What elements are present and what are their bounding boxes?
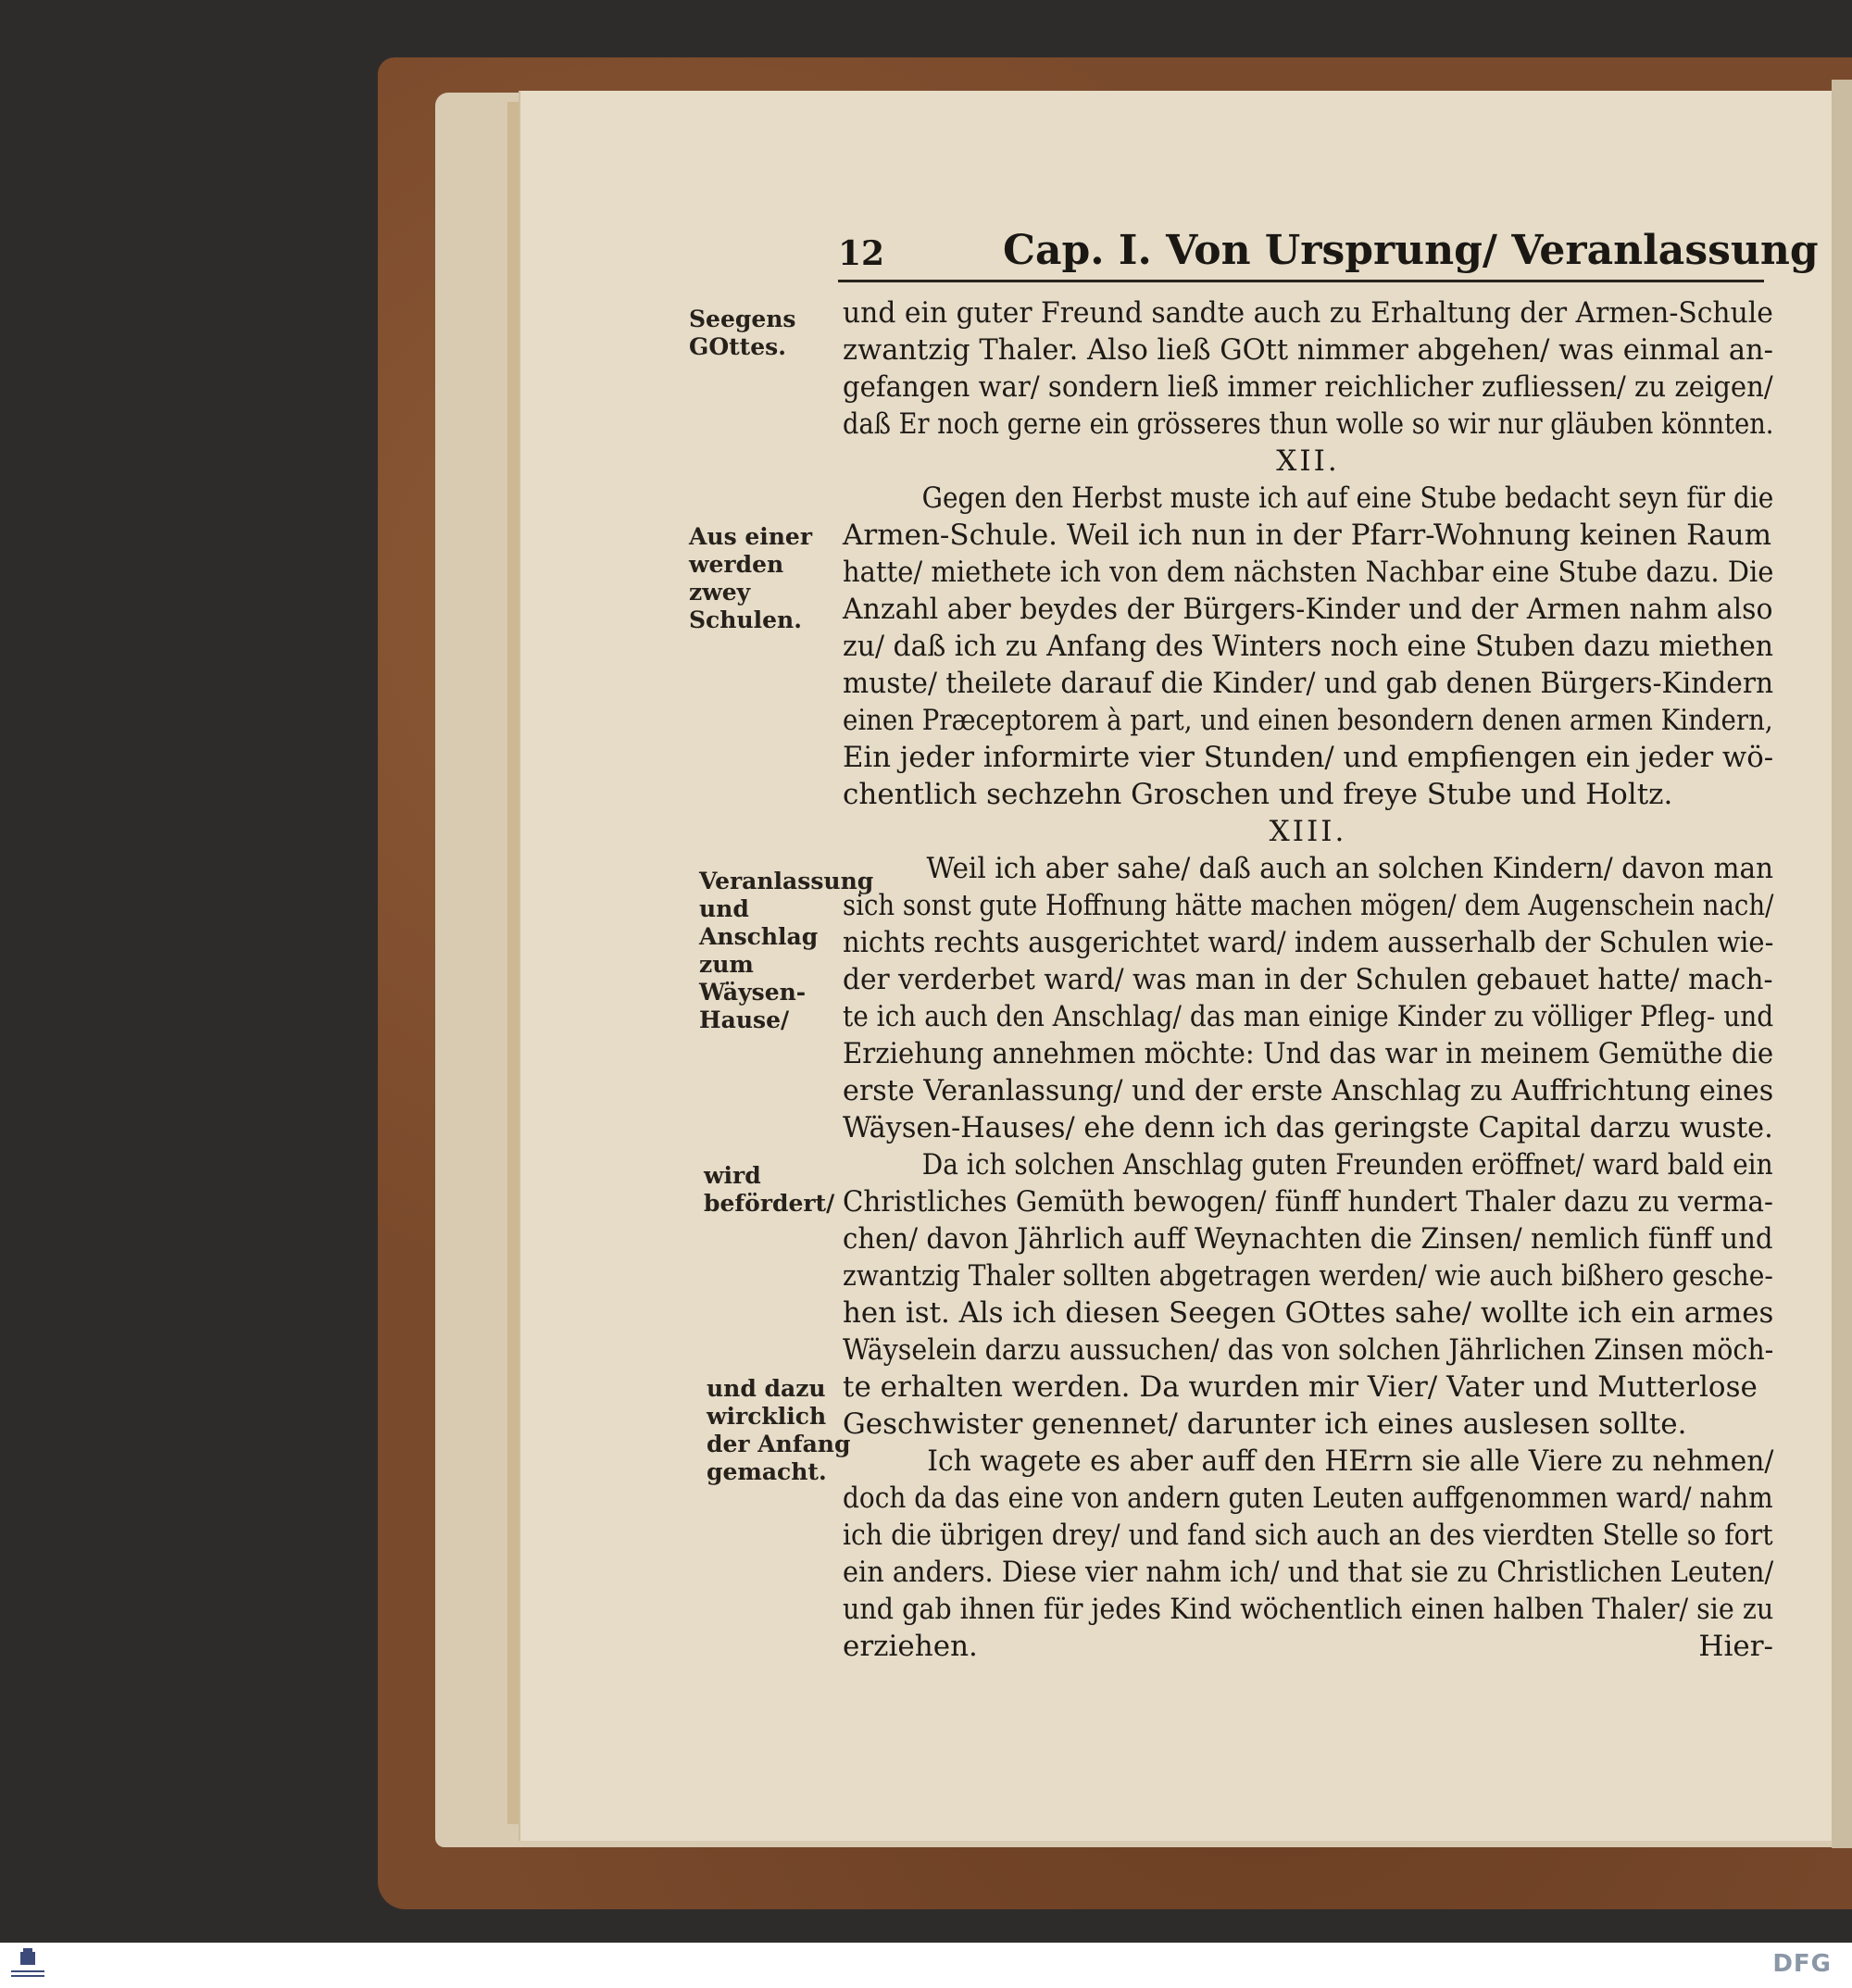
text-line: chentlich sechzehn Groschen und freye Stube und Holtz. [843,778,1673,811]
marginal-note: wird befördert/ [704,1162,835,1217]
text-line: doch da das eine von andern guten Leuten auffgenommen ward/ nahm [843,1482,1773,1515]
text-line: Erziehung annehmen möchte: Und das war in meinem Gemüthe die [843,1037,1774,1070]
text-line: daß Er noch gerne ein grösseres thun wolle so wir nur gläuben könnten. [843,407,1774,441]
text-line: te erhalten werden. Da wurden mir Vier/ Vater und Mutterlose [843,1370,1758,1404]
section-heading: XII. [1276,444,1340,478]
marginal-note: Seegens GOttes. [689,306,796,360]
text-line: Anzahl aber beydes der Bürgers-Kinder und der Armen nahm also [843,593,1773,626]
text-line: Da ich solchen Anschlag guten Freunden eröffnet/ ward bald ein [921,1148,1773,1182]
text-line: zu/ daß ich zu Anfang des Winters noch eine Stuben dazu miethen [843,630,1774,663]
marginal-note: und dazu wircklich der Anfang gemacht. [707,1375,851,1485]
marginal-note: Veranlassung und Anschlag zum Wäysen-Hause/ [699,868,874,1033]
header-rule [838,280,1764,282]
text-line: hatte/ miethete ich von dem nächsten Nachbar eine Stube dazu. Die [843,556,1774,589]
text-line: zwantzig Thaler sollten abgetragen werden/ wie auch bißhero gesche- [843,1259,1773,1293]
paragraph [843,1146,1773,1443]
text-line: Ein jeder informirte vier Stunden/ und empfiengen ein jeder wö- [843,741,1774,774]
text-line: muste/ theilete darauf die Kinder/ und gab denen Bürgers-Kindern [843,667,1774,700]
running-title: Cap. I. Von Ursprung/ Veranlassung [1003,227,1819,274]
text-line: te ich auch den Anschlag/ das man einige Kinder zu völliger Pfleg- und [843,1000,1774,1033]
section-heading: XIII. [1269,815,1347,848]
text-line: und gab ihnen für jedes Kind wöchentlich einen halben Thaler/ sie zu [843,1593,1774,1626]
viewer-footer [0,1943,1852,1988]
text-line: Christliches Gemüth bewogen/ fünff hundert Thaler dazu zu verma- [843,1185,1773,1219]
main-text [843,294,1773,1665]
page-number: 12 [838,234,885,273]
text-line: chen/ davon Jährlich auff Weynachten die Zinsen/ nemlich fünff und [843,1222,1773,1256]
text-line: Wäysen-Hauses/ ehe denn ich das geringste Capital darzu wuste. [843,1111,1773,1144]
paragraph [843,1443,1773,1665]
text-line: Weil ich aber sahe/ daß auch an solchen Kindern/ davon man [926,852,1774,885]
library-logo-icon [7,1946,48,1983]
paragraph [843,850,1773,1146]
paragraph [843,480,1773,813]
page-header [838,227,1819,282]
text-line: Gegen den Herbst muste ich auf eine Stube bedacht seyn für die [921,481,1774,515]
text-line: hen ist. Als ich diesen Seegen GOttes sahe/ wollte ich ein armes [843,1296,1774,1330]
text-line: sich sonst gute Hoffnung hätte machen mögen/ dem Augenschein nach/ [843,889,1774,922]
text-line: zwantzig Thaler. Also ließ GOtt nimmer abgehen/ was einmal an- [843,333,1773,367]
marginal-note: Aus einer werden zwey Schulen. [689,523,813,633]
text-line-last [843,1628,1773,1665]
text-line: und ein guter Freund sandte auch zu Erhaltung der Armen-Schule [843,296,1773,330]
text-line: ich die übrigen drey/ und fand sich auch an des vierdten Stelle so fort [843,1519,1773,1552]
text-line: gefangen war/ sondern ließ immer reichlicher zufliessen/ zu zeigen/ [843,370,1773,404]
text-line: der verderbet ward/ was man in der Schulen gebauet hatte/ mach- [843,963,1773,996]
text-line: Armen-Schule. Weil ich nun in der Pfarr-Wohnung keinen Raum [843,519,1771,552]
dfg-logo: DFG [1772,1950,1832,1978]
facing-page-edge [1832,80,1852,1848]
text-line: Geschwister genennet/ darunter ich eines auslesen sollte. [843,1407,1687,1441]
paragraph [843,294,1773,443]
text-fragment: erziehen. [843,1630,978,1663]
text-line: erste Veranlassung/ und der erste Anschlag zu Auffrichtung eines [843,1074,1774,1107]
text-line: nichts rechts ausgerichtet ward/ indem ausserhalb der Schulen wie- [843,926,1774,959]
text-line: ein anders. Diese vier nahm ich/ und that sie zu Christlichen Leuten/ [843,1556,1774,1589]
text-line: Wäyselein darzu aussuchen/ das von solchen Jährlichen Zinsen möch- [843,1333,1774,1367]
text-line: Ich wagete es aber auff den HErrn sie alle Viere zu nehmen/ [927,1444,1774,1478]
catchword: Hier- [1698,1630,1773,1663]
text-line: einen Præceptorem à part, und einen besondern denen armen Kindern, [843,704,1773,737]
